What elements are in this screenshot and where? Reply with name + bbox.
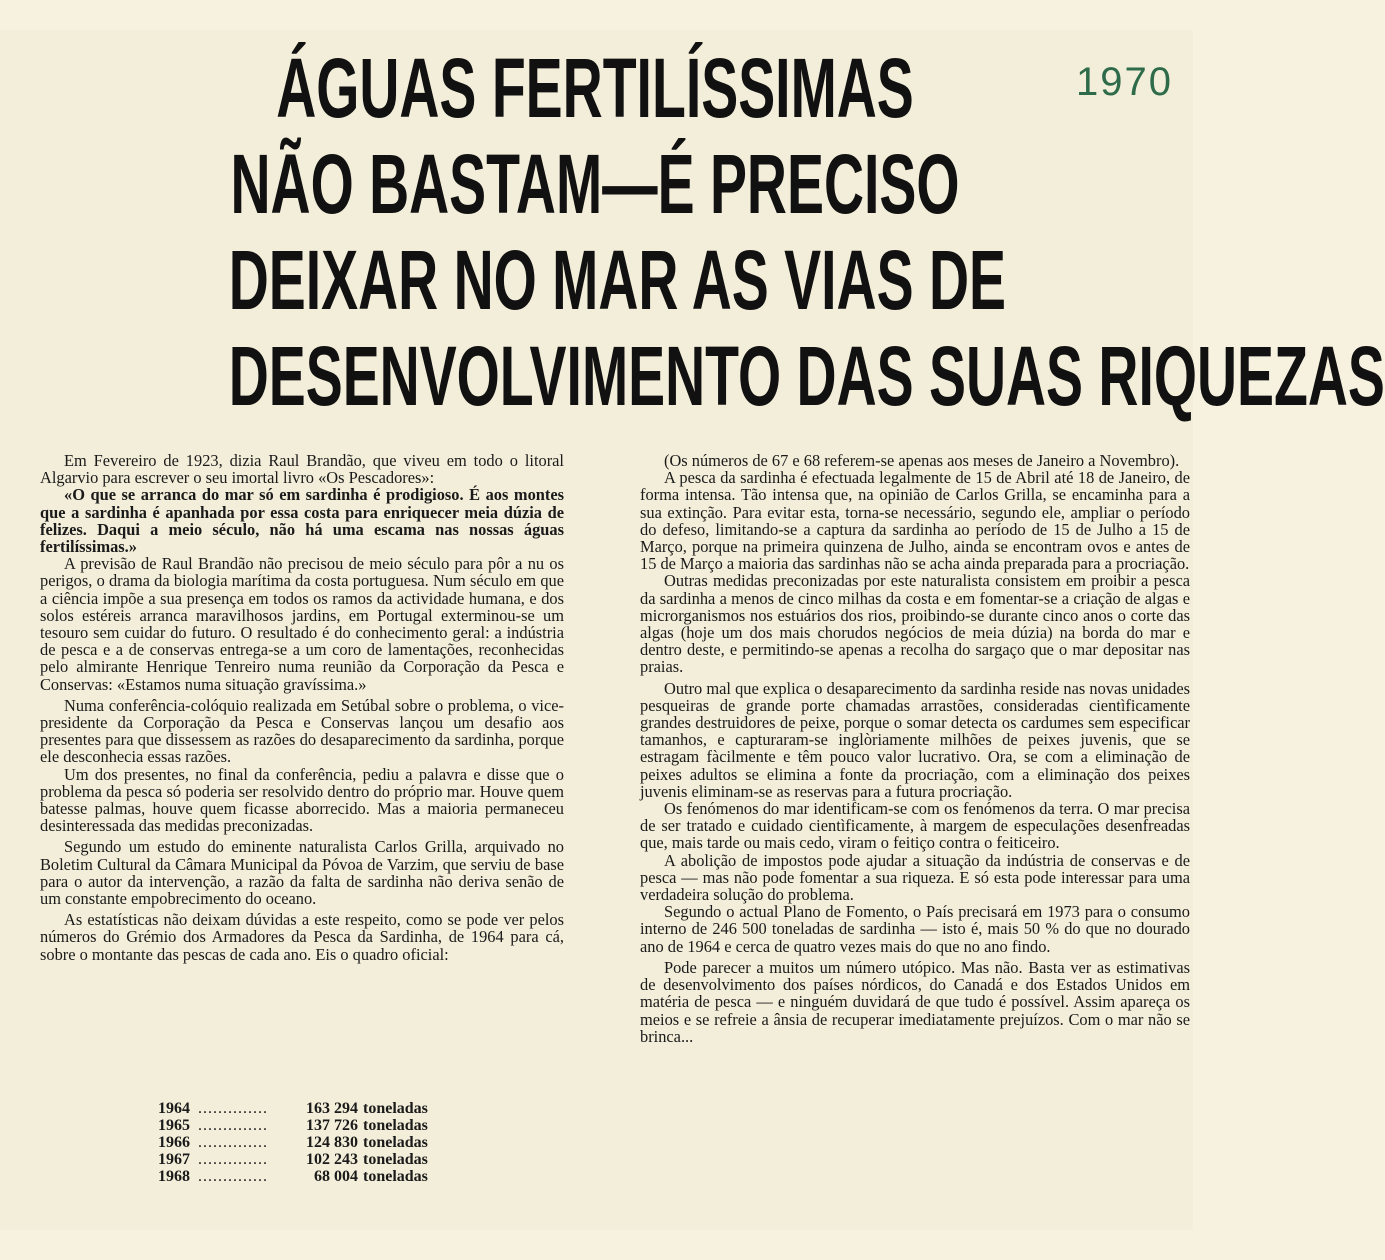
paragraph: Segundo um estudo do eminente naturalista Carlos Grilla, arquivado no Boletim Cultural da Câmara Municipal da Póvoa de Varzim, que serviu de base para o autor da intervenção, a razão da falta de sardinha não deriva senão de um constante empobrecimento do oceano. <box>40 837 564 909</box>
stat-unit: toneladas <box>363 1168 428 1185</box>
stat-value: 163 294 <box>306 1100 358 1117</box>
leader-dots: .............. <box>198 1134 268 1151</box>
stat-unit: toneladas <box>363 1117 428 1134</box>
statistics-table <box>158 1100 428 1185</box>
stat-year: 1965 <box>158 1117 190 1134</box>
stat-value: 124 830 <box>306 1134 358 1151</box>
stat-unit: toneladas <box>363 1151 428 1168</box>
paragraph: (Os números de 67 e 68 referem-se apenas aos meses de Janeiro a Novembro). <box>664 451 1180 470</box>
leader-dots: .............. <box>198 1151 268 1168</box>
headline-line-2: NÃO BASTAM—É PRECISO <box>230 137 960 231</box>
paragraph: Pode parecer a muitos um número utópico. Mas não. Basta ver as estimativas de desenvolvimento dos países nórdicos, do Canadá e dos Estados Unidos em matéria de pesca — e ninguém duvidará de que tudo é possível. Assim apareça os meios e se refreie a ânsia de recuperar imediatamente prejuízos. Com o mar não se brinca... <box>640 957 1190 1046</box>
paragraph: A abolição de impostos pode ajudar a situação da indústria de conservas e de pesca — mas não pode fomentar a sua riqueza. E só esta pode interessar para uma verdadeira solução do problema. <box>640 850 1190 905</box>
table-row <box>158 1100 428 1117</box>
paragraph: As estatísticas não deixam dúvidas a este respeito, como se pode ver pelos números do Grémio dos Armadores da Pesca da Sardinha, de 1964 para cá, sobre o montante das pescas de cada ano. Eis o quadro oficial: <box>40 910 564 964</box>
stat-year: 1964 <box>158 1100 190 1117</box>
headline-line-4: DESENVOLVIMENTO DAS SUAS RIQUEZAS <box>228 329 1385 423</box>
paragraph: Em Fevereiro de 1923, dizia Raul Brandão, que viveu em todo o litoral Algarvio para escrever o seu imortal livro «Os Pescadores»: <box>40 451 564 488</box>
headline-line-1: ÁGUAS FERTILÍSSIMAS <box>276 41 914 135</box>
table-row <box>158 1168 428 1185</box>
stat-value: 137 726 <box>306 1117 358 1134</box>
paragraph: Outras medidas preconizadas por este naturalista consistem em proibir a pesca da sardinha a menos de cinco milhas da costa e em fomentar-se a criação de algas e microrganismos nos estuários dos rios, proibindo-se durante cinco anos o corte das algas (hoje um dos mais chorudos negócios de meia dúzia) na borda do mar e dentro deste, e permitindo-se apenas a recolha do sargaço que o mar depositar nas praias. <box>640 571 1190 677</box>
stat-value: 102 243 <box>306 1151 358 1168</box>
paragraph: A previsão de Raul Brandão não precisou de meio século para pôr a nu os perigos, o drama da biologia marítima da costa portuguesa. Num século em que a ciência impõe a sua presença em todos os ramos da actividade humana, e dos solos estéreis arranca maravilhosos jardins, em Portugal exterminou-se um tesouro sem cuidar do futuro. O resultado é do conhecimento geral: a indústria de pesca e a de conservas entrega-se a um coro de lamentações, reconhecidas pelo almirante Henrique Tenreiro numa reunião da Corporação da Pesca e Conservas: «Estamos numa situação gravíssima.» <box>40 554 564 694</box>
stat-year: 1966 <box>158 1134 190 1151</box>
table-row <box>158 1134 428 1151</box>
year-label: 1970 <box>1076 60 1173 104</box>
headline-line-3: DEIXAR NO MAR AS VIAS DE <box>228 233 1006 327</box>
paragraph: Numa conferência-colóquio realizada em Setúbal sobre o problema, o vice-presidente da Corporação da Pesca e Conservas lançou um desafio aos presentes para que dissessem as razões do desaparecimento da sardinha, porque ele desconhecia essas razões. <box>40 695 564 767</box>
stat-value: 68 004 <box>314 1168 358 1185</box>
stat-unit: toneladas <box>363 1100 428 1117</box>
stat-year: 1968 <box>158 1168 190 1185</box>
leader-dots: .............. <box>198 1117 268 1134</box>
leader-dots: .............. <box>198 1168 268 1185</box>
stat-year: 1967 <box>158 1151 190 1168</box>
quote: «O que se arranca do mar só em sardinha é prodigioso. É aos montes que a sardinha é apanhada por essa costa para enriquecer meia dúzia de felizes. Daqui a meio século, não há uma escama nas nossas águas fertilíssimas.» <box>40 485 564 557</box>
left-column <box>40 452 564 963</box>
table-row <box>158 1151 428 1168</box>
paragraph: A pesca da sardinha é efectuada legalmente de 15 de Abril até 18 de Janeiro, de forma intensa. Tão intensa que, na opinião de Carlos Grilla, se encaminha para a sua extinção. Para evitar esta, torna-se necessário, segundo ele, ampliar o período do defeso, limitando-se a captura da sardinha ao período de 15 de Julho a 15 de Março, porque na primeira quinzena de Julho, ainda se encontram ovos e antes de 15 de Março a maioria das sardinhas não se acha ainda preparada para a procriação. <box>640 468 1190 574</box>
right-column <box>640 452 1190 1045</box>
paragraph: Segundo o actual Plano de Fomento, o País precisará em 1973 para o consumo interno de 246 500 toneladas de sardinha — isto é, mais 50 % do que no dourado ano de 1964 e cerca de quatro vezes mais do que no ano findo. <box>640 902 1190 956</box>
table-row <box>158 1117 428 1134</box>
paragraph: Um dos presentes, no final da conferência, pediu a palavra e disse que o problema da pesca só poderia ser resolvido dentro do próprio mar. Houve quem batesse palmas, houve quem ficasse aborrecido. Mas a maioria permaneceu desinteressada das medidas preconizadas. <box>40 764 564 836</box>
leader-dots: .............. <box>198 1100 268 1117</box>
stat-unit: toneladas <box>363 1134 428 1151</box>
paragraph: Os fenómenos do mar identificam-se com os fenómenos da terra. O mar precisa de ser tratado e cuidado cientìficamente, à margem de especulações desenfreadas que, mais tarde ou mais cedo, viram o feitiço contra o feiticeiro. <box>640 799 1190 853</box>
paragraph: Outro mal que explica o desaparecimento da sardinha reside nas novas unidades pesqueiras de grande porte chamadas arrastões, consideradas cientìficamente grandes destruidores de peixe, porque o somar detecta os cardumes sem especificar tamanhos, e capturaram-se inglòriamente milhões de peixes juvenis, que se estragam fàcilmente e têm pouco valor lucrativo. Ora, se com a eliminação de peixes adultos se elimina a fonte da procriação, com a eliminação dos peixes juvenis eliminam-se as reservas para a futura procriação. <box>640 678 1190 801</box>
